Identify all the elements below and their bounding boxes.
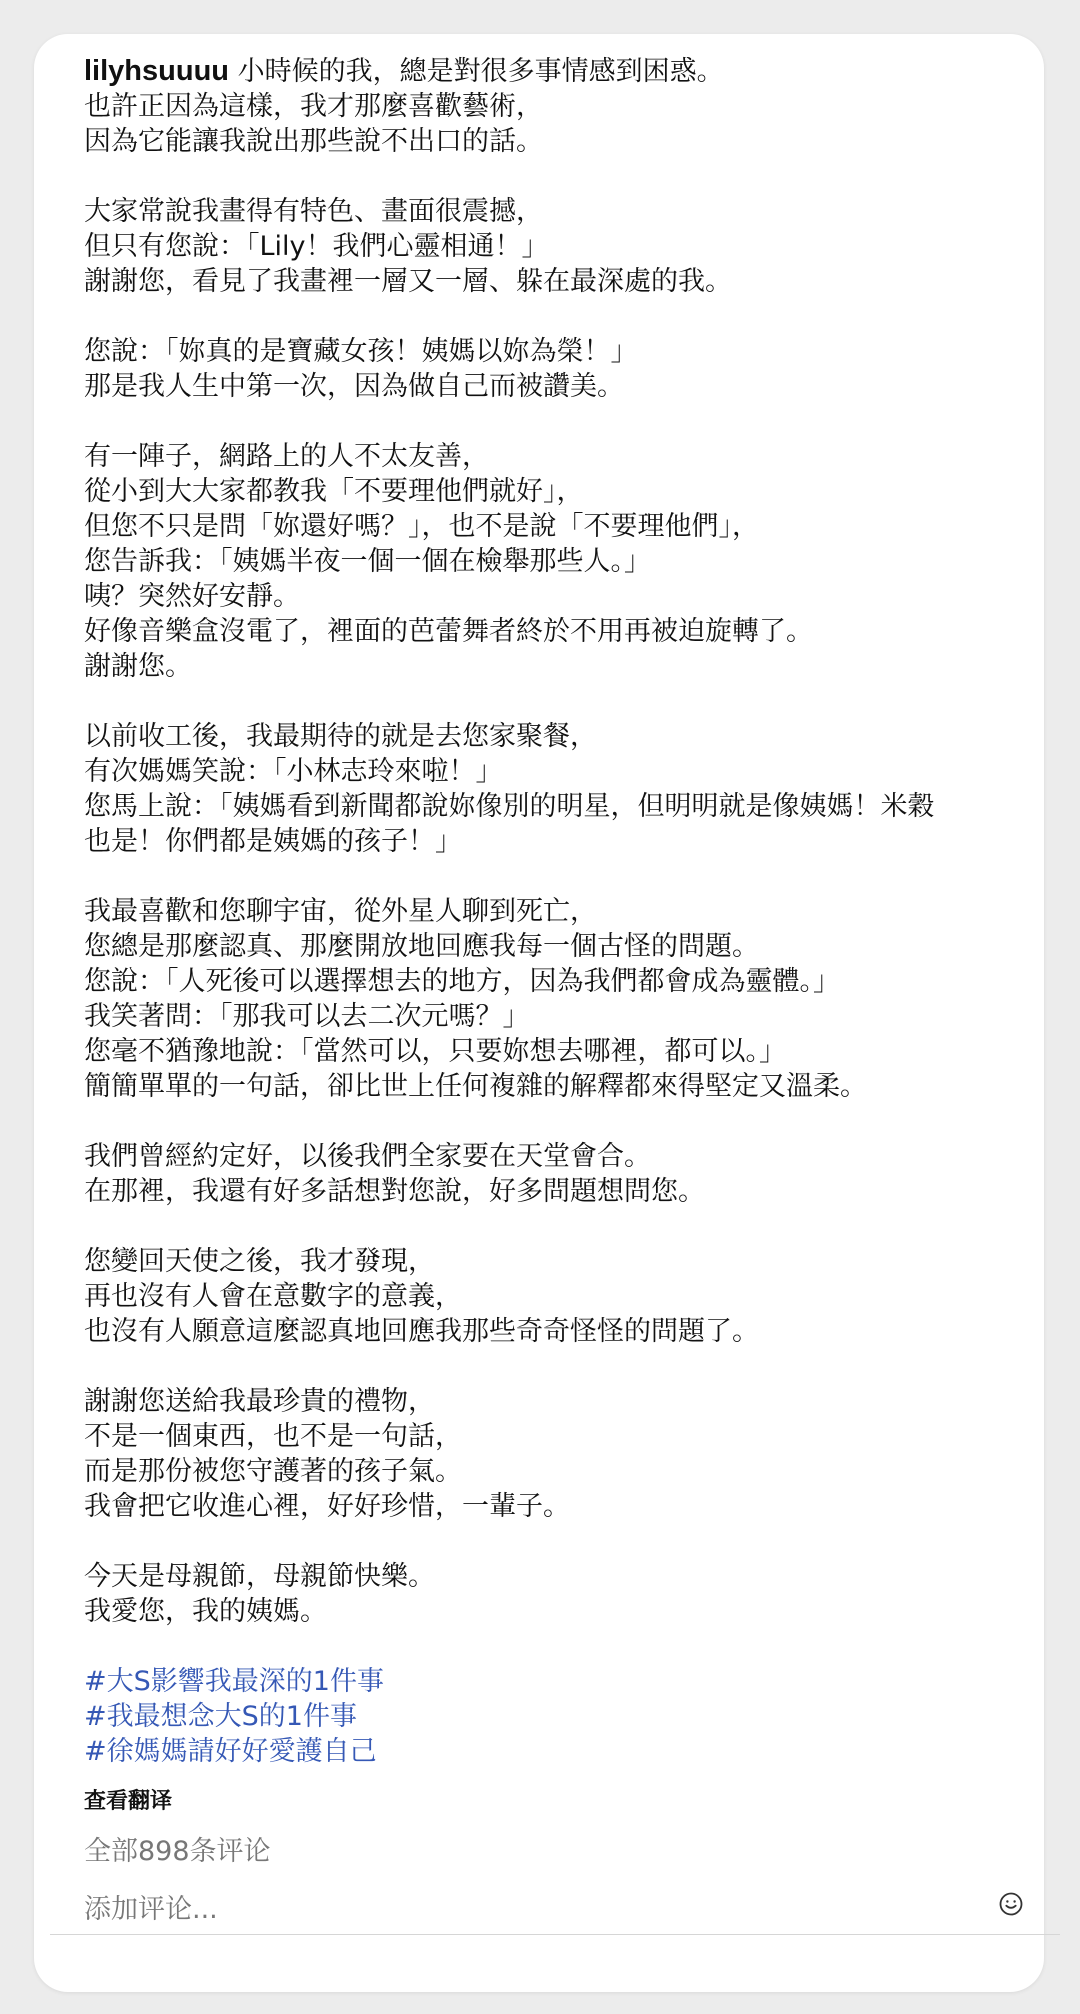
caption-line: 再也沒有人會在意數字的意義，	[84, 1281, 462, 1312]
paragraph-gap	[84, 404, 1024, 439]
caption-line: 在那裡，我還有好多話想對您說，好多問題想問您。	[84, 1176, 705, 1207]
paragraph-gap	[84, 1209, 1024, 1244]
caption-line: 咦？突然好安靜。	[84, 581, 300, 612]
hashtag-link[interactable]: #大S影響我最深的1件事	[84, 1666, 384, 1697]
caption-line: 簡簡單單的一句話，卻比世上任何複雜的解釋都來得堅定又溫柔。	[84, 1071, 867, 1102]
caption-line: 不是一個東西，也不是一句話，	[84, 1421, 462, 1452]
paragraph-gap	[84, 1629, 1024, 1664]
smiley-face-icon[interactable]	[998, 1891, 1024, 1917]
caption-line: 但您不只是問「妳還好嗎？」，也不是說「不要理他們」，	[84, 511, 759, 542]
caption-line: 謝謝您。	[84, 651, 192, 682]
caption-line: 今天是母親節，母親節快樂。	[84, 1561, 435, 1592]
caption-line: 我愛您，我的姨媽。	[84, 1596, 327, 1627]
caption-line: 您說：「妳真的是寶藏女孩！姨媽以妳為榮！」	[84, 336, 638, 367]
caption-line: 因為它能讓我說出那些說不出口的話。	[84, 126, 543, 157]
username-link[interactable]: lilyhsuuuu	[84, 55, 229, 87]
caption-line: 您變回天使之後，我才發現，	[84, 1246, 435, 1277]
paragraph-gap	[84, 1524, 1024, 1559]
post-caption-card	[34, 34, 1044, 1992]
bottom-divider	[50, 1934, 1060, 1935]
caption-line: 有次媽媽笑說：「小林志玲來啦！」	[84, 756, 503, 787]
caption-body	[84, 89, 1024, 1664]
caption-line: 也是！你們都是姨媽的孩子！」	[84, 826, 462, 857]
caption-line: 但只有您說：「Lily！我們心靈相通！」	[84, 231, 549, 262]
paragraph-gap	[84, 1349, 1024, 1384]
paragraph-gap	[84, 1104, 1024, 1139]
caption-line: 我們曾經約定好，以後我們全家要在天堂會合。	[84, 1141, 651, 1172]
paragraph-gap	[84, 159, 1024, 194]
see-translation-button[interactable]: 查看翻译	[84, 1789, 173, 1814]
caption-line: 您毫不猶豫地說：「當然可以，只要妳想去哪裡，都可以。」	[84, 1036, 786, 1067]
caption-line: 我會把它收進心裡，好好珍惜，一輩子。	[84, 1491, 570, 1522]
caption-content	[84, 54, 1024, 1931]
caption-line: 您說：「人死後可以選擇想去的地方，因為我們都會成為靈體。」	[84, 966, 840, 997]
caption-line: 以前收工後，我最期待的就是去您家聚餐，	[84, 721, 597, 752]
paragraph-gap	[84, 299, 1024, 334]
paragraph-gap	[84, 859, 1024, 894]
caption-line: 謝謝您送給我最珍貴的禮物，	[84, 1386, 435, 1417]
caption-line: 有一陣子，網路上的人不太友善，	[84, 441, 489, 472]
caption-first-line-text: 小時候的我，總是對很多事情感到困惑。	[229, 56, 724, 87]
add-comment-row	[84, 1891, 1024, 1931]
caption-line: 我笑著問：「那我可以去二次元嗎？」	[84, 1001, 530, 1032]
caption-line: 您告訴我：「姨媽半夜一個一個在檢舉那些人。」	[84, 546, 651, 577]
caption-line: 好像音樂盒沒電了，裡面的芭蕾舞者終於不用再被迫旋轉了。	[84, 616, 813, 647]
caption-line: 從小到大大家都教我「不要理他們就好」，	[84, 476, 584, 507]
caption-first-line	[84, 54, 1024, 89]
caption-line: 大家常說我畫得有特色、畫面很震撼，	[84, 196, 543, 227]
caption-line: 也許正因為這樣，我才那麼喜歡藝術，	[84, 91, 543, 122]
caption-line: 您馬上說：「姨媽看到新聞都說妳像別的明星，但明明就是像姨媽！米穀	[84, 791, 935, 822]
caption-line: 而是那份被您守護著的孩子氣。	[84, 1456, 462, 1487]
caption-line: 那是我人生中第一次，因為做自己而被讚美。	[84, 371, 624, 402]
add-comment-input[interactable]	[84, 1891, 884, 1927]
hashtag-link[interactable]: #徐媽媽請好好愛護自己	[84, 1736, 377, 1767]
caption-line: 也沒有人願意這麼認真地回應我那些奇奇怪怪的問題了。	[84, 1316, 759, 1347]
caption-line: 您總是那麼認真、那麼開放地回應我每一個古怪的問題。	[84, 931, 759, 962]
view-all-comments-link[interactable]: 全部898条评论	[84, 1836, 271, 1867]
paragraph-gap	[84, 684, 1024, 719]
hashtag-link[interactable]: #我最想念大S的1件事	[84, 1701, 357, 1732]
caption-line: 謝謝您，看見了我畫裡一層又一層、躲在最深處的我。	[84, 266, 732, 297]
hashtag-list	[84, 1664, 1024, 1769]
caption-line: 我最喜歡和您聊宇宙，從外星人聊到死亡，	[84, 896, 597, 927]
